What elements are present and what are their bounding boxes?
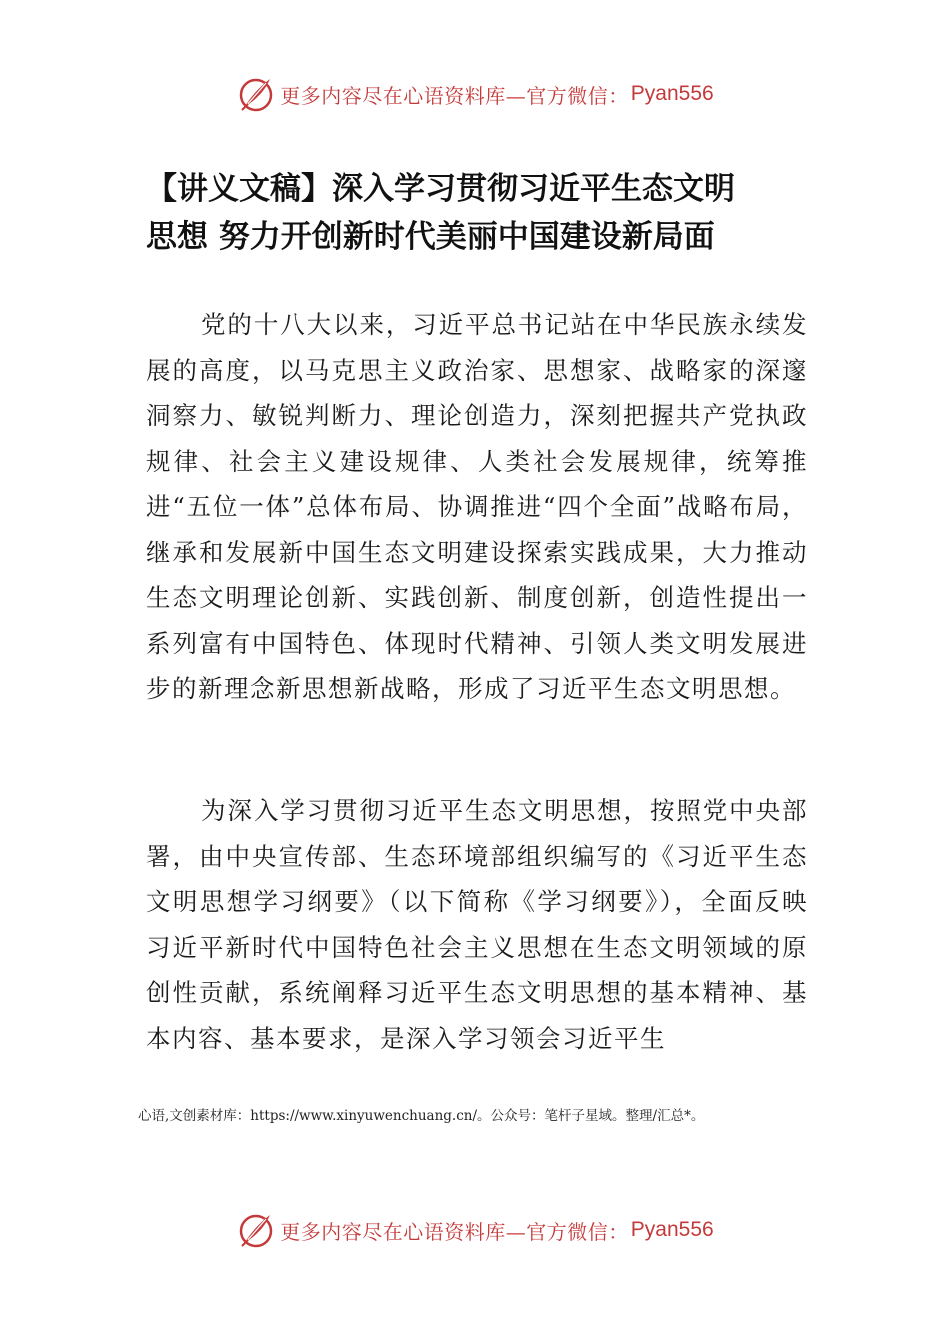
wechat-id: Pyan556 — [630, 1218, 714, 1241]
banner-text: 更多内容尽在心语资料库—官方微信： — [280, 1219, 629, 1244]
wechat-id: Pyan556 — [630, 82, 714, 105]
banner-text: 更多内容尽在心语资料库—官方微信： — [280, 83, 629, 108]
body-paragraph-2: 为深入学习贯彻习近平生态文明思想，按照党中央部署，由中央宣传部、生态环境部组织编写的《习近平生态文明思想学习纲要》（以下简称《学习纲要》），全面反映习近平新时代中国特色社会主义思想在生态文明领域的原创性贡献，系统阐释习近平生态文明思想的基本精神、基本内容、基本要求，是深入学习领会习近平生 — [146, 796, 808, 1053]
document-title — [146, 165, 826, 261]
title-line-1: 【讲义文稿】深入学习贯彻习近平生态文明 — [146, 171, 735, 207]
body-paragraph-1: 党的十八大以来，习近平总书记站在中华民族永续发展的高度，以马克思主义政治家、思想家、战略家的深邃洞察力、敏锐判断力、理论创造力，深刻把握共产党执政规律、社会主义建设规律、人类社会发展规律，统筹推进“五位一体”总体布局、协调推进“四个全面”战略布局，继承和发展新中国生态文明建设探索实践成果，大力推动生态文明理论创新、实践创新、制度创新，创造性提出一系列富有中国特色、体现时代精神、引领人类文明发展进步的新理念新思想新战略，形成了习近平生态文明思想。 — [146, 310, 808, 703]
source-note: 心语,文创素材库：https://www.xinyuwenchuang.cn/。公众号：笔杆子星域。整理/汇总*。 — [138, 1108, 705, 1124]
feather-pen-logo-icon — [236, 74, 276, 114]
title-line-2: 思想 努力开创新时代美丽中国建设新局面 — [146, 219, 715, 255]
feather-pen-logo-icon — [236, 1210, 276, 1250]
footer-banner — [0, 1208, 950, 1252]
header-banner — [0, 72, 950, 116]
